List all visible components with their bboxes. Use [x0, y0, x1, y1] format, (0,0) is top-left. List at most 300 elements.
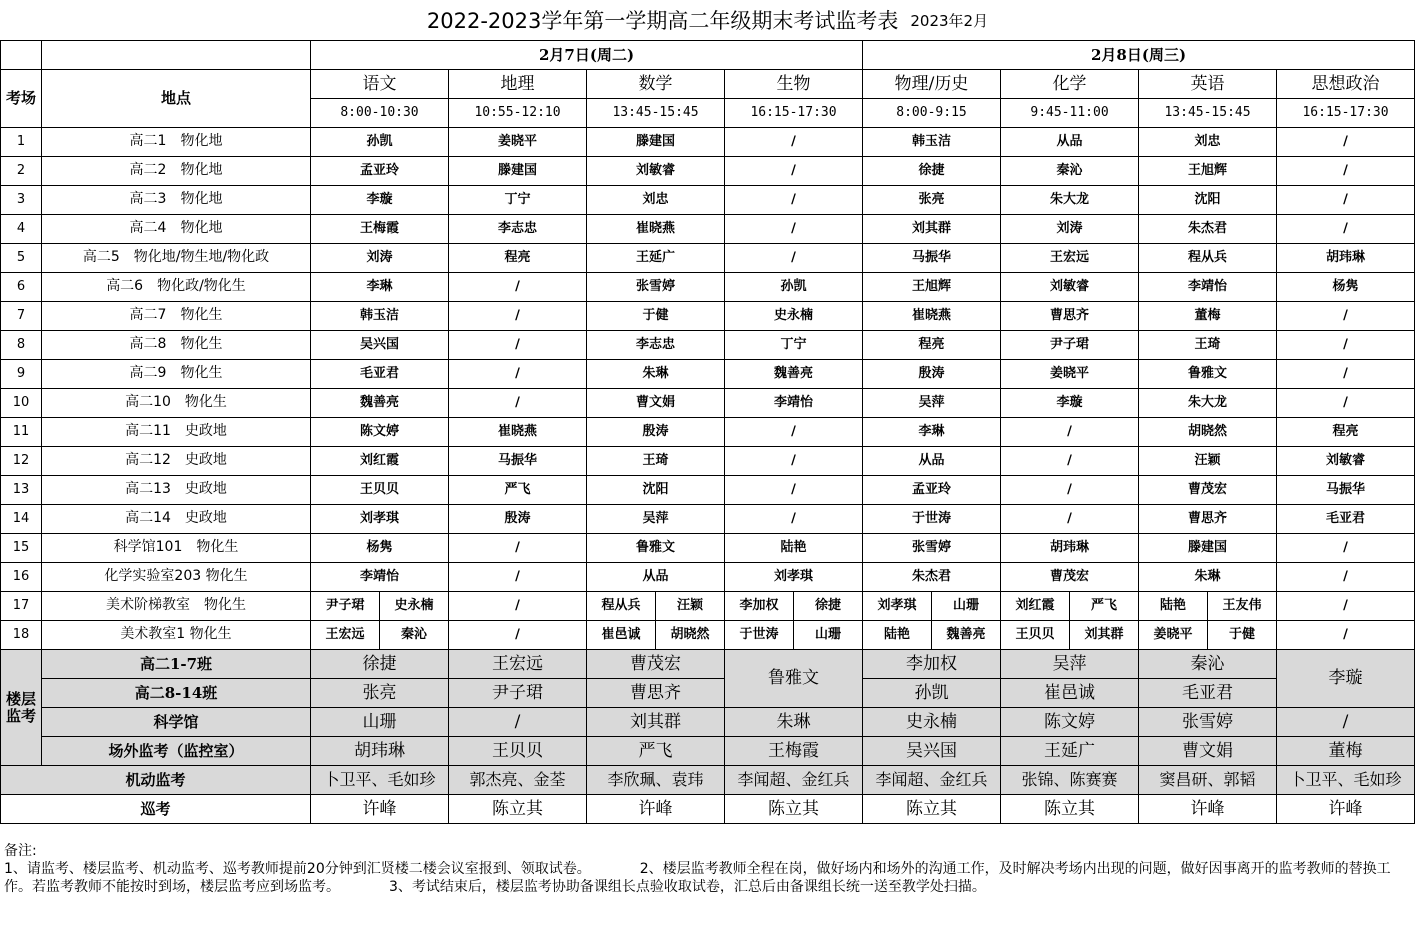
proctor-cell: 魏善亮 [725, 360, 863, 389]
floor-proctor: 孙凯 [863, 679, 1001, 708]
proctor-cell: / [725, 447, 863, 476]
proctor-cell: / [725, 128, 863, 157]
floor-row [1, 650, 1415, 679]
time-header: 13:45-15:45 [587, 99, 725, 128]
proctor-cell: 丁宁 [449, 186, 587, 215]
floor-proctor: 王延广 [1001, 737, 1139, 766]
proctor-cell: 程亮 [1277, 418, 1415, 447]
floor-group: 科学馆 [42, 708, 311, 737]
floor-row [1, 708, 1415, 737]
room-location: 美术阶梯教室 物化生 [42, 592, 311, 621]
room-number: 18 [1, 621, 42, 650]
floor-proctor: 秦沁 [1139, 650, 1277, 679]
patrol-proctor: 陈立其 [725, 795, 863, 824]
room-number: 17 [1, 592, 42, 621]
room-number: 7 [1, 302, 42, 331]
proctor-name: 刘孝琪 [877, 597, 917, 613]
proctor-cell: 鲁雅文 [587, 534, 725, 563]
proctor-cell: 孟亚玲 [311, 157, 449, 186]
proctor-name: 王友伟 [1207, 592, 1276, 620]
patrol-label: 巡考 [1, 795, 311, 824]
notes-heading: 备注: [4, 843, 37, 859]
floor-proctor: / [1277, 708, 1415, 737]
proctor-cell: 鲁雅文 [1139, 360, 1277, 389]
room-number: 12 [1, 447, 42, 476]
proctor-cell: 张雪婷 [587, 273, 725, 302]
proctor-cell: 沈阳 [587, 476, 725, 505]
proctor-cell: / [1277, 592, 1415, 621]
proctor-cell: 张雪婷 [863, 534, 1001, 563]
proctor-cell: 于健 [587, 302, 725, 331]
proctor-cell: / [725, 244, 863, 273]
proctor-cell: / [725, 505, 863, 534]
room-location: 高二4 物化地 [42, 215, 311, 244]
patrol-proctor: 许峰 [311, 795, 449, 824]
proctor-cell: 马振华 [863, 244, 1001, 273]
proctor-cell: / [449, 302, 587, 331]
floor-proctor: 王贝贝 [449, 737, 587, 766]
proctor-name: 秦沁 [379, 621, 448, 649]
patrol-proctor: 许峰 [1139, 795, 1277, 824]
proctor-cell: / [449, 331, 587, 360]
proctor-cell: 朱大龙 [1139, 389, 1277, 418]
room-number: 16 [1, 563, 42, 592]
proctor-cell: / [1277, 186, 1415, 215]
proctor-cell: 殷涛 [863, 360, 1001, 389]
mobile-label: 机动监考 [1, 766, 311, 795]
proctor-pair [725, 621, 862, 649]
proctor-pair [863, 592, 1000, 620]
proctor-cell: 马振华 [1277, 476, 1415, 505]
proctor-name: 于世涛 [739, 626, 779, 642]
proctor-cell: 崔晓燕 [863, 302, 1001, 331]
room-number: 1 [1, 128, 42, 157]
proctor-cell: / [449, 360, 587, 389]
table-row [1, 128, 1415, 157]
proctor-cell: 刘敏睿 [1277, 447, 1415, 476]
room-number: 2 [1, 157, 42, 186]
proctor-cell: 刘涛 [1001, 215, 1139, 244]
patrol-proctor: 许峰 [1277, 795, 1415, 824]
proctor-cell: 李璇 [1001, 389, 1139, 418]
proctor-cell [1139, 621, 1277, 650]
proctor-cell: / [1277, 128, 1415, 157]
proctor-cell: / [449, 563, 587, 592]
patrol-proctor: 陈立其 [449, 795, 587, 824]
floor-group: 高二8-14班 [42, 679, 311, 708]
proctor-cell: / [725, 476, 863, 505]
subject-header: 英语 [1139, 70, 1277, 99]
floor-proctor: 陈文婷 [1001, 708, 1139, 737]
proctor-cell: / [449, 389, 587, 418]
proctor-cell: / [449, 592, 587, 621]
proctor-cell: 曹茂宏 [1001, 563, 1139, 592]
proctor-name: 徐捷 [793, 592, 862, 620]
subject-header: 地理 [449, 70, 587, 99]
proctor-name: 尹子珺 [325, 597, 365, 613]
title-main: 2022-2023学年第一学期高二年级期末考试监考表 [426, 9, 899, 33]
proctor-cell: 殷涛 [587, 418, 725, 447]
exam-room-header: 考场 [1, 70, 42, 128]
proctor-cell: 胡玮琳 [1001, 534, 1139, 563]
floor-proctor: / [449, 708, 587, 737]
time-header: 16:15-17:30 [1277, 99, 1415, 128]
subject-header: 物理/历史 [863, 70, 1001, 99]
proctor-pair [1001, 592, 1138, 620]
proctor-cell: 曹文娟 [587, 389, 725, 418]
proctor-cell: / [449, 273, 587, 302]
table-row [1, 331, 1415, 360]
mobile-proctor: 张锦、陈赛赛 [1001, 766, 1139, 795]
proctor-cell: 杨隽 [1277, 273, 1415, 302]
table-row [1, 244, 1415, 273]
floor-proctor: 王宏远 [449, 650, 587, 679]
proctor-cell [725, 621, 863, 650]
proctor-name: 崔邑诚 [601, 626, 641, 642]
proctor-cell: / [725, 186, 863, 215]
time-header: 9:45-11:00 [1001, 99, 1139, 128]
proctor-cell: 李靖怡 [311, 563, 449, 592]
room-location: 科学馆101 物化生 [42, 534, 311, 563]
proctor-cell: 殷涛 [449, 505, 587, 534]
proctor-cell: 刘孝琪 [311, 505, 449, 534]
mobile-proctor: 卜卫平、毛如珍 [1277, 766, 1415, 795]
floor-proctor: 王梅霞 [725, 737, 863, 766]
proctor-cell [863, 592, 1001, 621]
proctor-name: 于健 [1207, 621, 1276, 649]
floor-proctor: 朱琳 [725, 708, 863, 737]
proctor-cell: 滕建国 [1139, 534, 1277, 563]
room-location: 高二1 物化地 [42, 128, 311, 157]
proctor-cell: 于世涛 [863, 505, 1001, 534]
schedule-table [0, 40, 1415, 824]
proctor-cell [311, 592, 449, 621]
time-header: 8:00-9:15 [863, 99, 1001, 128]
table-row [1, 621, 1415, 650]
proctor-cell: 曹思齐 [1139, 505, 1277, 534]
room-location: 高二3 物化地 [42, 186, 311, 215]
proctor-cell: 孟亚玲 [863, 476, 1001, 505]
subject-header: 语文 [311, 70, 449, 99]
proctor-cell: 从品 [1001, 128, 1139, 157]
proctor-cell: 孙凯 [311, 128, 449, 157]
floor-proctor: 毛亚君 [1139, 679, 1277, 708]
table-row [1, 592, 1415, 621]
proctor-cell: 张亮 [863, 186, 1001, 215]
note-1: 1、请监考、楼层监考、机动监考、巡考教师提前20分钟到汇贤楼二楼会议室报到、领取试卷。 [4, 861, 591, 877]
proctor-cell: 崔晓燕 [587, 215, 725, 244]
proctor-cell: 史永楠 [725, 302, 863, 331]
proctor-cell [1139, 592, 1277, 621]
proctor-pair [725, 592, 862, 620]
proctor-cell: 李琳 [311, 273, 449, 302]
floor-label: 楼层监考 [1, 650, 42, 766]
proctor-cell: 李志忠 [449, 215, 587, 244]
proctor-cell: 王琦 [587, 447, 725, 476]
floor-proctor: 吴萍 [1001, 650, 1139, 679]
proctor-cell [587, 592, 725, 621]
proctor-cell [311, 621, 449, 650]
room-location: 高二11 史政地 [42, 418, 311, 447]
floor-proctor: 曹茂宏 [587, 650, 725, 679]
proctor-cell: 崔晓燕 [449, 418, 587, 447]
patrol-row [1, 795, 1415, 824]
floor-proctor: 尹子珺 [449, 679, 587, 708]
proctor-cell: 刘其群 [863, 215, 1001, 244]
proctor-pair [1139, 592, 1276, 620]
notes [4, 842, 1410, 896]
room-location: 高二2 物化地 [42, 157, 311, 186]
proctor-cell: 从品 [863, 447, 1001, 476]
proctor-name: 魏善亮 [931, 621, 1000, 649]
mobile-proctor: 卜卫平、毛如珍 [311, 766, 449, 795]
proctor-pair [1139, 621, 1276, 649]
table-row [1, 186, 1415, 215]
proctor-cell: 姜晓平 [1001, 360, 1139, 389]
time-header: 8:00-10:30 [311, 99, 449, 128]
proctor-cell: 王梅霞 [311, 215, 449, 244]
floor-merged-cell: 鲁雅文 [725, 650, 863, 708]
proctor-cell: 朱琳 [1139, 563, 1277, 592]
proctor-cell: 王贝贝 [311, 476, 449, 505]
mobile-proctor: 郭杰亮、金荃 [449, 766, 587, 795]
subject-header: 思想政治 [1277, 70, 1415, 99]
proctor-cell: 严飞 [449, 476, 587, 505]
title-date: 2023年2月 [910, 11, 989, 30]
room-location: 高二13 史政地 [42, 476, 311, 505]
proctor-cell: 韩玉洁 [863, 128, 1001, 157]
note-2: 2、楼层监考教师全程在岗，做好场内和场外的沟通工作，及时解决考场内出现的问题，做好因事离开的监考教师的替换工作。若监考教师不能按时到场，楼层监考应到场监考。 [4, 861, 1391, 895]
proctor-cell: 吴兴国 [311, 331, 449, 360]
floor-proctor: 曹文娟 [1139, 737, 1277, 766]
proctor-cell: 刘敏睿 [1001, 273, 1139, 302]
time-header: 13:45-15:45 [1139, 99, 1277, 128]
floor-group: 场外监考（监控室） [42, 737, 311, 766]
floor-proctor: 刘其群 [587, 708, 725, 737]
proctor-cell: / [725, 418, 863, 447]
proctor-cell: / [449, 534, 587, 563]
proctor-name: 陆艳 [884, 626, 911, 642]
mobile-row [1, 766, 1415, 795]
floor-row [1, 679, 1415, 708]
proctor-cell: 滕建国 [449, 157, 587, 186]
proctor-name: 姜晓平 [1153, 626, 1193, 642]
proctor-cell: 滕建国 [587, 128, 725, 157]
room-number: 13 [1, 476, 42, 505]
proctor-cell: 刘敏睿 [587, 157, 725, 186]
proctor-cell: / [1001, 476, 1139, 505]
subject-header: 生物 [725, 70, 863, 99]
proctor-cell: 毛亚君 [1277, 505, 1415, 534]
proctor-cell: 尹子珺 [1001, 331, 1139, 360]
mobile-proctor: 窦昌研、郭韬 [1139, 766, 1277, 795]
day1-header: 2月7日(周二) [311, 41, 863, 70]
floor-proctor: 吴兴国 [863, 737, 1001, 766]
table-row [1, 563, 1415, 592]
proctor-cell: 姜晓平 [449, 128, 587, 157]
proctor-cell: 刘红霞 [311, 447, 449, 476]
proctor-cell: / [1277, 534, 1415, 563]
proctor-cell: 沈阳 [1139, 186, 1277, 215]
room-number: 11 [1, 418, 42, 447]
proctor-cell: 从品 [587, 563, 725, 592]
floor-proctor: 史永楠 [863, 708, 1001, 737]
floor-proctor: 山珊 [311, 708, 449, 737]
proctor-cell: 刘忠 [587, 186, 725, 215]
floor-proctor: 张雪婷 [1139, 708, 1277, 737]
proctor-cell: 程从兵 [1139, 244, 1277, 273]
proctor-name: 史永楠 [379, 592, 448, 620]
subject-header: 数学 [587, 70, 725, 99]
proctor-cell: 胡晓然 [1139, 418, 1277, 447]
proctor-name: 刘红霞 [1015, 597, 1055, 613]
patrol-proctor: 许峰 [587, 795, 725, 824]
proctor-cell: 刘忠 [1139, 128, 1277, 157]
proctor-cell: 胡玮琳 [1277, 244, 1415, 273]
room-location: 高二6 物化政/物化生 [42, 273, 311, 302]
proctor-name: 胡晓然 [655, 621, 724, 649]
proctor-cell: 徐捷 [863, 157, 1001, 186]
proctor-cell [725, 592, 863, 621]
floor-proctor: 董梅 [1277, 737, 1415, 766]
room-number: 5 [1, 244, 42, 273]
proctor-cell: / [1277, 621, 1415, 650]
proctor-cell: 李璇 [311, 186, 449, 215]
room-number: 3 [1, 186, 42, 215]
room-number: 8 [1, 331, 42, 360]
room-number: 4 [1, 215, 42, 244]
table-row [1, 215, 1415, 244]
proctor-cell: 孙凯 [725, 273, 863, 302]
proctor-cell: 刘孝琪 [725, 563, 863, 592]
proctor-cell: 李靖怡 [1139, 273, 1277, 302]
proctor-pair [311, 592, 448, 620]
page-title [0, 0, 1415, 40]
proctor-cell: / [1277, 331, 1415, 360]
floor-row [1, 737, 1415, 766]
proctor-pair [863, 621, 1000, 649]
mobile-proctor: 李闻超、金红兵 [863, 766, 1001, 795]
proctor-pair [587, 592, 724, 620]
note-3: 3、考试结束后，楼层监考协助备课组长点验收取试卷，汇总后由备课组长统一送至教学处扫描。 [388, 879, 986, 895]
corner-cell [1, 41, 42, 70]
floor-proctor: 徐捷 [311, 650, 449, 679]
floor-group: 高二1-7班 [42, 650, 311, 679]
proctor-cell: 王宏远 [1001, 244, 1139, 273]
room-number: 14 [1, 505, 42, 534]
floor-proctor: 严飞 [587, 737, 725, 766]
proctor-cell: / [1001, 418, 1139, 447]
patrol-proctor: 陈立其 [1001, 795, 1139, 824]
day2-header: 2月8日(周三) [863, 41, 1415, 70]
floor-proctor: 张亮 [311, 679, 449, 708]
proctor-cell: / [449, 621, 587, 650]
table-row [1, 447, 1415, 476]
proctor-pair [311, 621, 448, 649]
proctor-name: 刘其群 [1069, 621, 1138, 649]
notes-body [4, 860, 1410, 896]
table-row [1, 389, 1415, 418]
proctor-pair [587, 621, 724, 649]
room-location: 高二10 物化生 [42, 389, 311, 418]
proctor-cell: 陈文婷 [311, 418, 449, 447]
proctor-cell: / [1277, 215, 1415, 244]
room-location: 高二9 物化生 [42, 360, 311, 389]
floor-proctor: 崔邑诚 [1001, 679, 1139, 708]
proctor-cell: 吴萍 [587, 505, 725, 534]
proctor-cell: 毛亚君 [311, 360, 449, 389]
proctor-cell: 李靖怡 [725, 389, 863, 418]
proctor-cell: 李志忠 [587, 331, 725, 360]
time-header: 16:15-17:30 [725, 99, 863, 128]
proctor-cell [587, 621, 725, 650]
floor-proctor: 曹思齐 [587, 679, 725, 708]
patrol-proctor: 陈立其 [863, 795, 1001, 824]
table-row [1, 476, 1415, 505]
subject-header: 化学 [1001, 70, 1139, 99]
room-number: 6 [1, 273, 42, 302]
table-row [1, 360, 1415, 389]
proctor-name: 陆艳 [1160, 597, 1187, 613]
proctor-cell: 韩玉洁 [311, 302, 449, 331]
proctor-cell: 魏善亮 [311, 389, 449, 418]
floor-merged-cell: 李璇 [1277, 650, 1415, 708]
mobile-proctor: 李闻超、金红兵 [725, 766, 863, 795]
proctor-cell: / [1277, 157, 1415, 186]
time-header: 10:55-12:10 [449, 99, 587, 128]
room-number: 15 [1, 534, 42, 563]
proctor-name: 严飞 [1069, 592, 1138, 620]
proctor-cell: / [1277, 389, 1415, 418]
room-location: 化学实验室203 物化生 [42, 563, 311, 592]
room-location: 高二14 史政地 [42, 505, 311, 534]
proctor-cell: 董梅 [1139, 302, 1277, 331]
proctor-cell: 丁宁 [725, 331, 863, 360]
proctor-cell: 李琳 [863, 418, 1001, 447]
proctor-cell: / [1277, 360, 1415, 389]
proctor-cell: 吴萍 [863, 389, 1001, 418]
proctor-cell: 程亮 [863, 331, 1001, 360]
proctor-cell: 王琦 [1139, 331, 1277, 360]
proctor-cell: 马振华 [449, 447, 587, 476]
proctor-cell [863, 621, 1001, 650]
table-row [1, 505, 1415, 534]
room-location: 高二7 物化生 [42, 302, 311, 331]
proctor-cell [1001, 592, 1139, 621]
proctor-cell: 曹茂宏 [1139, 476, 1277, 505]
proctor-cell: / [1277, 302, 1415, 331]
proctor-cell: 王旭辉 [863, 273, 1001, 302]
location-header: 地点 [42, 70, 311, 128]
proctor-cell: 汪颖 [1139, 447, 1277, 476]
proctor-name: 王贝贝 [1015, 626, 1055, 642]
proctor-cell: 王旭辉 [1139, 157, 1277, 186]
proctor-cell: 朱杰君 [863, 563, 1001, 592]
mobile-proctor: 李欣珮、袁玮 [587, 766, 725, 795]
room-number: 9 [1, 360, 42, 389]
room-location: 美术教室1 物化生 [42, 621, 311, 650]
floor-proctor: 胡玮琳 [311, 737, 449, 766]
floor-proctor: 李加权 [863, 650, 1001, 679]
room-location: 高二5 物化地/物生地/物化政 [42, 244, 311, 273]
proctor-cell: 陆艳 [725, 534, 863, 563]
proctor-cell: / [725, 215, 863, 244]
proctor-cell: 刘涛 [311, 244, 449, 273]
proctor-cell: 秦沁 [1001, 157, 1139, 186]
table-row [1, 302, 1415, 331]
proctor-cell: 朱琳 [587, 360, 725, 389]
corner-cell [42, 41, 311, 70]
